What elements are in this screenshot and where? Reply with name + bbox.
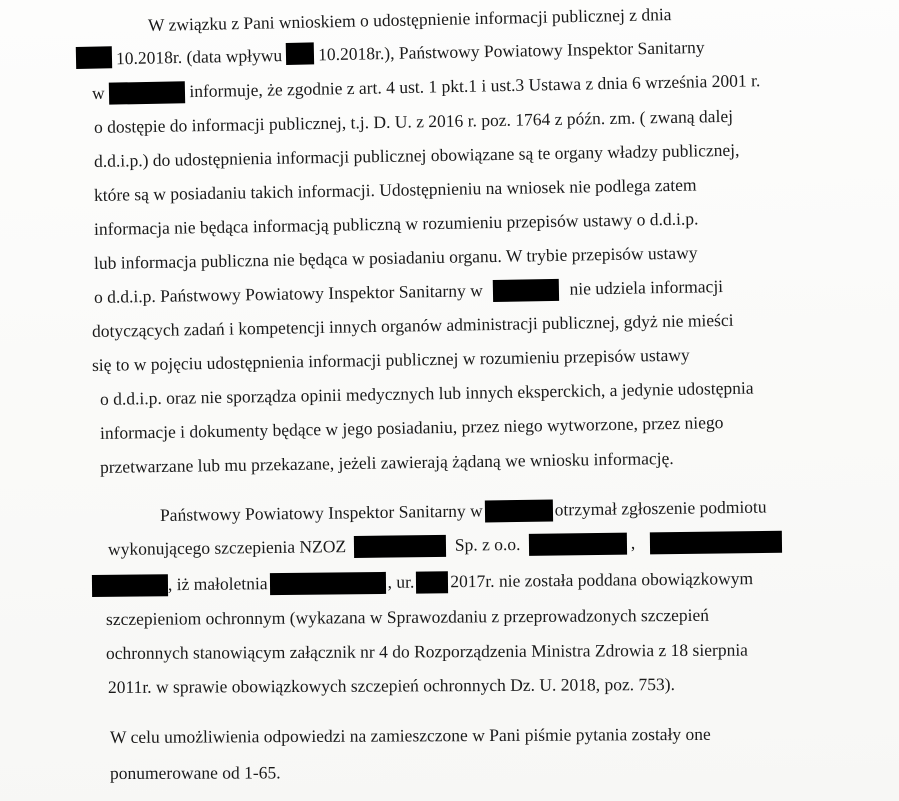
p1-line-5: d.d.i.p.) do udostępnienia informacji publicznej obowiązane są te organy władzy publicznej,: [93, 139, 740, 171]
p2-line-1: [160, 495, 794, 528]
p1-line-9: [94, 274, 794, 310]
p2-line-1-text-a: Państwowy Powiatowy Inspektor Sanitarny w: [159, 500, 483, 525]
redaction-box: [354, 535, 446, 558]
p1-line-3-text: informuje, że zgodnie z art. 4 ust. 1 pkt.1 i ust.3 Ustawa z dnia 6 września 2001 r.: [189, 70, 761, 102]
redaction-box: [649, 531, 781, 555]
p1-line-2: [76, 34, 794, 70]
p1-line-13: informacje i dokumenty będące w jego posiadaniu, przez niego wytworzone, przez niego: [99, 412, 724, 443]
p2-line-3: [92, 567, 802, 598]
p1-line-7: informacja nie będąca informacją publiczną w rozumieniu przepisów ustawy o d.d.i.p.: [93, 208, 699, 239]
date-submitted-text: 10.2018r. (data wpływu: [115, 45, 283, 69]
p2-line-1-text-b: otrzymał zgłoszenie podmiotu: [554, 496, 767, 520]
p1-line-12: o d.d.i.p. oraz nie sporządza opinii medycznych lub innych eksperckich, a jedynie udostępnia: [99, 377, 754, 409]
p3-line-1: W celu umożliwienia odpowiedzi na zamieszczone w Pani piśmie pytania zostały one: [109, 723, 711, 747]
p2-line-2-text-c: ,: [630, 532, 636, 553]
p2-line-3-text-a: , iż małoletnia: [167, 573, 268, 595]
redaction-box: [485, 500, 553, 523]
redaction-box: [416, 571, 448, 593]
redaction-box: [92, 574, 168, 597]
p1-w: w: [91, 82, 105, 103]
p2-line-2-text-a: wykonującego szczepienia NZOZ: [107, 536, 347, 559]
redaction-box: [286, 42, 314, 65]
p2-line-4: szczepieniom ochronnym (wykazana w Sprawozdaniu z przeprowadzonych szczepień: [105, 604, 710, 629]
p2-line-3-text-c: 2017r. nie została poddana obowiązkowym: [450, 568, 754, 592]
p1-line-3: [92, 68, 796, 105]
p2-line-2-text-b: Sp. z o.o.: [454, 533, 521, 555]
redaction-box: [529, 533, 627, 556]
p1-line-1: W związku z Pani wnioskiem o udostępnienie informacji publicznej z dnia: [147, 4, 672, 35]
p1-line-11: się to w pojęciu udostępnienia informacji publicznej w rozumieniu przepisów ustawy: [91, 344, 690, 375]
p1-line-4: o dostępie do informacji publicznej, t.j. D. U. z 2016 r. poz. 1764 z późn. zm. ( zwaną dalej: [93, 105, 734, 137]
p2-line-2: [108, 529, 828, 562]
p2-line-6: 2011r. w sprawie obowiązkowych szczepień ochronnych Dz. U. 2018, poz. 753).: [107, 674, 676, 697]
p1-line-9-text-b: nie udziela informacji: [569, 276, 724, 299]
p1-line-14: przetwarzane lub mu przekazane, jeżeli zawierają żądaną we wniosku informację.: [99, 447, 674, 477]
p2-line-5: ochronnych stanowiącym załącznik nr 4 do Rozporządzenia Ministra Zdrowia z 18 sierpnia: [105, 639, 748, 663]
p2-line-3-text-b: , ur.: [387, 571, 415, 592]
date-received-text: 10.2018r.), Państwowy Powiatowy Inspektor Sanitarny: [317, 36, 705, 65]
p3-line-2: ponumerowane od 1-65.: [109, 762, 281, 783]
p1-line-9-text-a: o d.d.i.p. Państwowy Powiatowy Inspektor Sanitarny w: [93, 280, 483, 307]
redaction-box: [109, 81, 185, 104]
redaction-box: [270, 572, 386, 595]
redaction-box: [76, 46, 112, 69]
p1-line-8: lub informacja publiczna nie będąca w posiadaniu organu. W trybie przepisów ustawy: [93, 242, 698, 273]
p1-line-6: które są w posiadaniu takich informacji. Udostępnieniu na wniosek nie podlega zatem: [93, 174, 697, 205]
p1-line-10: dotyczących zadań i kompetencji innych organów administracji publicznej, gdyż nie mieści: [91, 309, 734, 341]
redaction-box: [493, 279, 559, 302]
